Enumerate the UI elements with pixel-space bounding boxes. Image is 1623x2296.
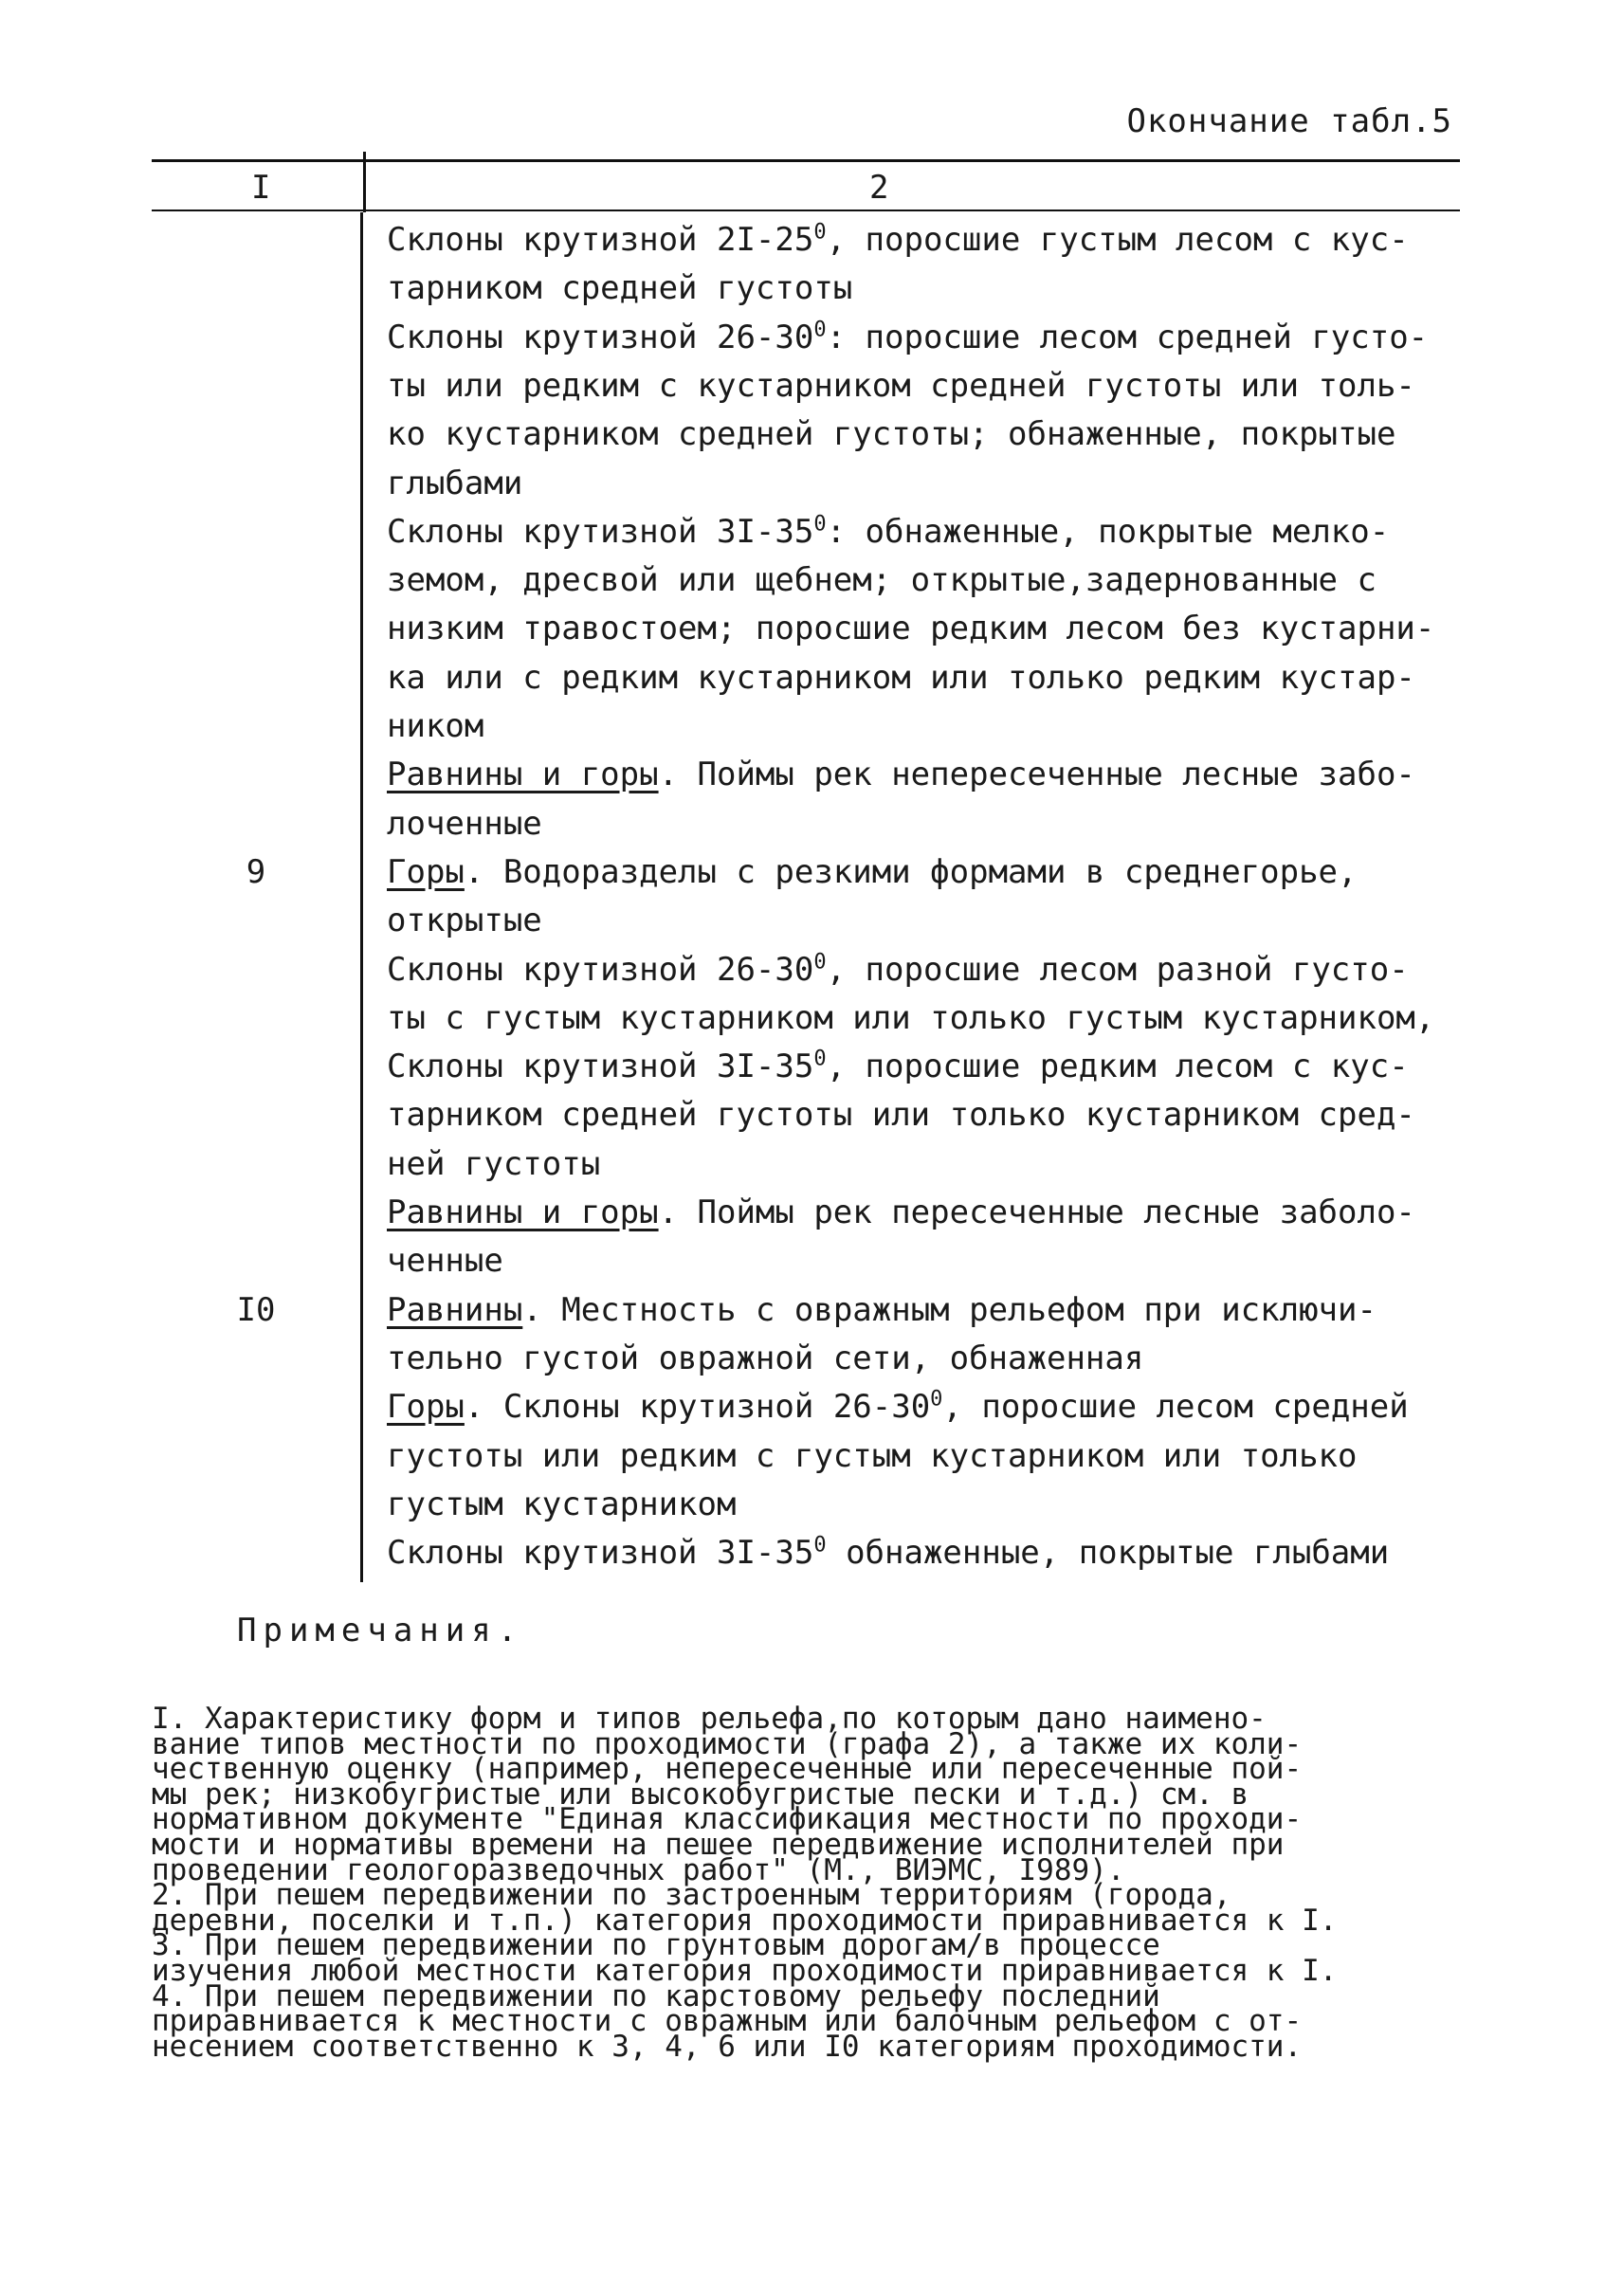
column-header-1: I bbox=[251, 169, 271, 207]
note-line: чественную оценку (например, непересеченные или пересеченные пой- bbox=[152, 1752, 1303, 1786]
table-row-line: глыбами bbox=[387, 465, 523, 502]
table-row-line: Горы. Водоразделы с резкими формами в среднегорье, bbox=[387, 853, 1358, 891]
table-row-line: открытые bbox=[387, 902, 542, 939]
table-row-line: тельно густой овражной сети, обнаженная bbox=[387, 1339, 1144, 1377]
table-row-line: ты с густым кустарником или только густым кустарником, bbox=[387, 999, 1435, 1037]
note-line: изучения любой местности категория проходимости приравнивается к I. bbox=[152, 1954, 1338, 1988]
table-row-line: Склоны крутизной $3I-35^0$: обнаженные, покрытые мелко- bbox=[387, 512, 1390, 551]
note-line: деревни, поселки и т.п.) категория проходимости приравнивается к I. bbox=[152, 1904, 1338, 1938]
table-row-line: Склоны крутизной $2I-25^0$, поросшие густым лесом с кус- bbox=[387, 220, 1409, 259]
table-row-line: густоты или редким с густым кустарником или только bbox=[387, 1437, 1358, 1475]
note-line: I. Характеристику форм и типов рельефа,по которым дано наимено- bbox=[152, 1702, 1267, 1736]
table-row-line: густым кустарником bbox=[387, 1485, 737, 1523]
table-row-line: ты или редким с кустарником средней густоты или толь- bbox=[387, 367, 1415, 405]
table-row-line: земом, дресвой или щебнем; открытые,задернованные с bbox=[387, 561, 1377, 599]
column-header-2: 2 bbox=[869, 169, 889, 207]
table-row-line: ченные bbox=[387, 1242, 503, 1280]
table-row-line: тарником средней густоты bbox=[387, 269, 853, 307]
table-caption: Окончание табл.5 bbox=[1126, 102, 1452, 140]
note-line: мости и нормативы времени на пешее передвижение исполнителей при bbox=[152, 1828, 1285, 1862]
table-row-line: ко кустарником средней густоты; обнаженные, покрытые bbox=[387, 415, 1396, 453]
table-row-line: лоченные bbox=[387, 805, 542, 843]
column-divider-header bbox=[363, 152, 366, 212]
category-number: 9 bbox=[246, 853, 266, 891]
note-line: вание типов местности по проходимости (графа 2), а также их коли- bbox=[152, 1727, 1303, 1761]
table-row-line: Равнины и горы. Поймы рек пересеченные лесные заболо- bbox=[387, 1194, 1415, 1231]
note-line: 4. При пешем передвижении по карстовому рельефу последний bbox=[152, 1979, 1160, 2014]
table-row-line: Горы. Склоны крутизной $26-30^0$, поросшие лесом средней bbox=[387, 1387, 1409, 1426]
table-row-line: ка или с редким кустарником или только редким кустар- bbox=[387, 659, 1415, 697]
notes-title: Примечания. bbox=[237, 1612, 524, 1649]
table-row-line: Склоны крутизной $26-30^0$, поросшие лесом разной густо- bbox=[387, 950, 1409, 989]
note-line: приравнивается к местности с овражным или балочным рельефом с от- bbox=[152, 2004, 1303, 2038]
table-row-line: Склоны крутизной $26-30^0$: поросшие лесом средней густо- bbox=[387, 318, 1429, 356]
note-line: 2. При пешем передвижении по застроенным территориям (города, bbox=[152, 1878, 1231, 1912]
category-number: I0 bbox=[236, 1291, 276, 1329]
note-line: проведении геологоразведочных работ" (М., ВИЭМС, I989). bbox=[152, 1853, 1125, 1887]
column-divider-body bbox=[360, 212, 363, 1582]
table-row-line: ней густоты bbox=[387, 1145, 601, 1183]
note-line: мы рек; низкобугристые или высокобугристые пески и т.д.) см. в bbox=[152, 1777, 1249, 1812]
table-header-rule bbox=[152, 210, 1460, 211]
table-row-line: Склоны крутизной $3I-35^0$ обнаженные, покрытые глыбами bbox=[387, 1533, 1390, 1572]
note-line: несением соответственно к 3, 4, 6 или I0 категориям проходимости. bbox=[152, 2030, 1303, 2064]
table-row-line: Равнины. Местность с овражным рельефом при исключи- bbox=[387, 1291, 1377, 1329]
note-line: 3. При пешем передвижении по грунтовым дорогам/в процессе bbox=[152, 1928, 1160, 1962]
table-row-line: ником bbox=[387, 707, 484, 745]
table-row-line: Равнины и горы. Поймы рек непересеченные лесные забо- bbox=[387, 756, 1415, 793]
table-row-line: низким травостоем; поросшие редким лесом без кустарни- bbox=[387, 610, 1435, 647]
note-line: нормативном документе "Единая классификация местности по проходи- bbox=[152, 1802, 1303, 1836]
table-top-rule bbox=[152, 159, 1460, 162]
table-row-line: тарником средней густоты или только кустарником сред- bbox=[387, 1096, 1415, 1134]
table-row-line: Склоны крутизной $3I-35^0$, поросшие редким лесом с кус- bbox=[387, 1047, 1409, 1085]
